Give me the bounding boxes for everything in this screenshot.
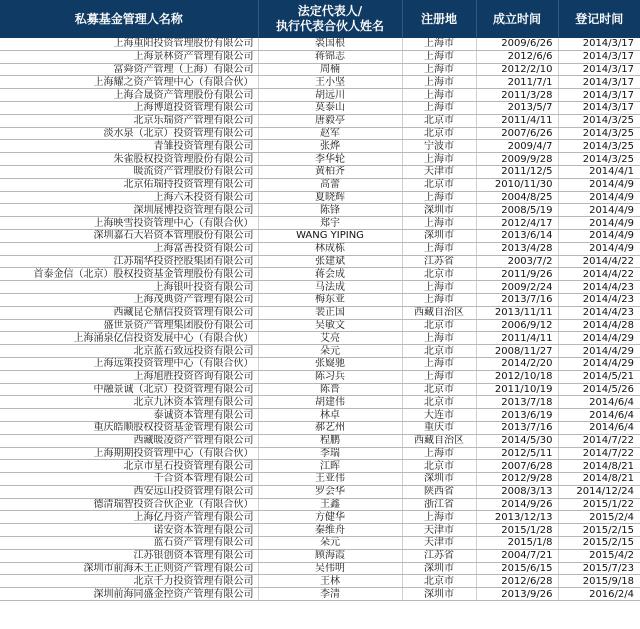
cell-registration-date: 2014/8/21 (558, 473, 640, 486)
cell-representative: 裴正国 (258, 306, 402, 319)
cell-representative: 吴敏文 (258, 319, 402, 332)
cell-established-date: 2013/6/19 (476, 409, 558, 422)
header-registered-place: 注册地 (402, 0, 476, 38)
cell-established-date: 2011/3/28 (476, 89, 558, 102)
cell-registration-date: 2014/3/17 (558, 38, 640, 50)
table-row (0, 191, 640, 204)
table-row (0, 562, 640, 575)
cell-registered-place: 上海市 (402, 76, 476, 89)
cell-established-date: 2003/7/2 (476, 255, 558, 268)
cell-established-date: 2011/12/5 (476, 165, 558, 178)
cell-registration-date: 2014/4/9 (558, 191, 640, 204)
cell-fund-name: 泰诚资本管理有限公司 (0, 409, 258, 422)
cell-established-date: 2012/10/18 (476, 370, 558, 383)
cell-fund-name: 上海银叶投资有限公司 (0, 281, 258, 294)
cell-representative: 马法成 (258, 281, 402, 294)
table-row (0, 101, 640, 114)
cell-representative: 顾海霞 (258, 549, 402, 562)
cell-registration-date: 2014/6/4 (558, 421, 640, 434)
cell-fund-name: 上海耀之资产管理中心（有限合伙） (0, 76, 258, 89)
cell-established-date: 2014/2/20 (476, 357, 558, 370)
cell-registered-place: 江苏省 (402, 549, 476, 562)
cell-fund-name: 江苏银创资本管理有限公司 (0, 549, 258, 562)
table-row (0, 114, 640, 127)
table-row (0, 153, 640, 166)
cell-established-date: 2015/1/28 (476, 524, 558, 537)
cell-representative: 唐毅亭 (258, 114, 402, 127)
cell-established-date: 2013/9/26 (476, 588, 558, 601)
table-row (0, 332, 640, 345)
cell-representative: 莫泰山 (258, 101, 402, 114)
cell-registered-place: 上海市 (402, 357, 476, 370)
table-row (0, 485, 640, 498)
table-row (0, 473, 640, 486)
cell-registered-place: 北京市 (402, 268, 476, 281)
cell-registered-place: 深圳市 (402, 473, 476, 486)
cell-representative: 裘国根 (258, 38, 402, 50)
table-row (0, 588, 640, 601)
cell-representative: 胡建伟 (258, 396, 402, 409)
cell-registered-place: 上海市 (402, 332, 476, 345)
cell-fund-name: 江苏瑞华投资控股集团有限公司 (0, 255, 258, 268)
cell-registered-place: 北京市 (402, 460, 476, 473)
cell-registered-place: 天津市 (402, 165, 476, 178)
cell-fund-name: 上海富善投资有限公司 (0, 242, 258, 255)
cell-fund-name: 北京市星石投资管理有限公司 (0, 460, 258, 473)
cell-representative: 胡远川 (258, 89, 402, 102)
cell-registered-place: 北京市 (402, 319, 476, 332)
cell-fund-name: 青雏投资管理有限公司 (0, 140, 258, 153)
cell-registered-place: 北京市 (402, 345, 476, 358)
cell-fund-name: 深圳嘉石大岩资本管理股份有限公司 (0, 229, 258, 242)
table-row (0, 370, 640, 383)
cell-established-date: 2009/6/26 (476, 38, 558, 50)
cell-registration-date: 2015/1/22 (558, 498, 640, 511)
table-row (0, 242, 640, 255)
table-row (0, 421, 640, 434)
cell-registered-place: 上海市 (402, 153, 476, 166)
cell-registration-date: 2014/4/1 (558, 165, 640, 178)
cell-registered-place: 上海市 (402, 217, 476, 230)
cell-established-date: 2014/9/26 (476, 498, 558, 511)
header-registration-date: 登记时间 (558, 0, 640, 38)
cell-registered-place: 深圳市 (402, 562, 476, 575)
cell-registration-date: 2014/7/22 (558, 447, 640, 460)
cell-representative: 陈习兵 (258, 370, 402, 383)
cell-registration-date: 2015/2/4 (558, 511, 640, 524)
cell-established-date: 2013/7/16 (476, 293, 558, 306)
cell-fund-name: 北京九沐资本管理有限公司 (0, 396, 258, 409)
cell-registered-place: 北京市 (402, 127, 476, 140)
cell-representative: 郑宇 (258, 217, 402, 230)
cell-representative: 王小坚 (258, 76, 402, 89)
cell-registered-place: 西藏自治区 (402, 434, 476, 447)
cell-representative: 王亚伟 (258, 473, 402, 486)
table-row (0, 178, 640, 191)
cell-established-date: 2013/11/11 (476, 306, 558, 319)
cell-representative: 蒋锦志 (258, 50, 402, 63)
cell-established-date: 2015/1/8 (476, 537, 558, 550)
cell-registration-date: 2014/3/25 (558, 114, 640, 127)
cell-registration-date: 2015/4/2 (558, 549, 640, 562)
cell-registration-date: 2014/4/23 (558, 293, 640, 306)
header-rep-line2: 执行代表合伙人姓名 (275, 19, 384, 33)
cell-registration-date: 2014/4/22 (558, 268, 640, 281)
cell-established-date: 2009/4/7 (476, 140, 558, 153)
cell-fund-name: 西藏暖凌资产管理有限公司 (0, 434, 258, 447)
cell-established-date: 2013/12/13 (476, 511, 558, 524)
cell-established-date: 2012/6/6 (476, 50, 558, 63)
table-body (0, 38, 640, 601)
cell-registered-place: 北京市 (402, 114, 476, 127)
cell-established-date: 2013/7/18 (476, 396, 558, 409)
table-row (0, 293, 640, 306)
cell-registration-date: 2014/3/25 (558, 140, 640, 153)
cell-established-date: 2009/9/28 (476, 153, 558, 166)
cell-registration-date: 2014/4/23 (558, 281, 640, 294)
cell-fund-name: 北京千力投资管理有限公司 (0, 575, 258, 588)
header-representative (258, 0, 402, 38)
cell-established-date: 2004/8/25 (476, 191, 558, 204)
cell-representative: 梅东亚 (258, 293, 402, 306)
cell-representative: 秦维舟 (258, 524, 402, 537)
cell-registration-date: 2014/4/9 (558, 229, 640, 242)
cell-registration-date: 2014/4/9 (558, 217, 640, 230)
cell-registration-date: 2015/9/18 (558, 575, 640, 588)
cell-fund-name: 淡水泉（北京）投资管理有限公司 (0, 127, 258, 140)
cell-registered-place: 宁波市 (402, 140, 476, 153)
table-row (0, 38, 640, 50)
cell-established-date: 2010/11/30 (476, 178, 558, 191)
cell-established-date: 2012/2/10 (476, 63, 558, 76)
table-row (0, 319, 640, 332)
cell-established-date: 2011/4/11 (476, 332, 558, 345)
cell-registered-place: 深圳市 (402, 229, 476, 242)
cell-fund-name: 北京蓝石致远投资有限公司 (0, 345, 258, 358)
cell-fund-name: 上海旭胜投资咨询有限公司 (0, 370, 258, 383)
cell-established-date: 2007/6/28 (476, 460, 558, 473)
cell-representative: 程鹏 (258, 434, 402, 447)
cell-established-date: 2004/7/21 (476, 549, 558, 562)
cell-fund-name: 西安远山投资管理有限公司 (0, 485, 258, 498)
cell-representative: 林成栋 (258, 242, 402, 255)
cell-registration-date: 2014/4/22 (558, 255, 640, 268)
table-row (0, 50, 640, 63)
cell-representative: 李清 (258, 588, 402, 601)
cell-fund-name: 北京乐瑞资产管理有限公司 (0, 114, 258, 127)
cell-representative: 朵元 (258, 537, 402, 550)
cell-established-date: 2011/9/26 (476, 268, 558, 281)
cell-fund-name: 暖流资产管理股份有限公司 (0, 165, 258, 178)
cell-registration-date: 2014/4/23 (558, 306, 640, 319)
cell-fund-name: 深圳市前海禾王正则资产管理有限公司 (0, 562, 258, 575)
cell-fund-name: 重庆皓顺股权投资基金管理有限公司 (0, 421, 258, 434)
cell-registered-place: 上海市 (402, 38, 476, 50)
cell-established-date: 2008/11/27 (476, 345, 558, 358)
cell-representative: 王林 (258, 575, 402, 588)
cell-fund-name: 上海亿丹资产管理有限公司 (0, 511, 258, 524)
cell-registered-place: 北京市 (402, 396, 476, 409)
cell-fund-name: 上海远策投资管理中心（有限合伙） (0, 357, 258, 370)
cell-representative: 李瑞 (258, 447, 402, 460)
cell-representative: 夏晓辉 (258, 191, 402, 204)
cell-registered-place: 上海市 (402, 63, 476, 76)
cell-fund-name: 朱雀股权投资管理股份有限公司 (0, 153, 258, 166)
cell-representative: WANG YIPING (258, 229, 402, 242)
cell-representative: 周楠 (258, 63, 402, 76)
table-row (0, 89, 640, 102)
cell-established-date: 2006/9/12 (476, 319, 558, 332)
header-name: 私募基金管理人名称 (0, 0, 258, 38)
cell-registration-date: 2014/4/29 (558, 345, 640, 358)
cell-registration-date: 2014/5/26 (558, 383, 640, 396)
cell-established-date: 2012/6/28 (476, 575, 558, 588)
table-row (0, 409, 640, 422)
cell-registration-date: 2014/4/9 (558, 204, 640, 217)
cell-fund-name: 上海合晟资产管理股份有限公司 (0, 89, 258, 102)
cell-registration-date: 2016/2/4 (558, 588, 640, 601)
cell-registered-place: 北京市 (402, 575, 476, 588)
cell-fund-name: 首泰金信（北京）股权投资基金管理股份有限公司 (0, 268, 258, 281)
cell-registered-place: 江苏省 (402, 255, 476, 268)
cell-registered-place: 深圳市 (402, 204, 476, 217)
cell-registration-date: 2014/3/17 (558, 89, 640, 102)
cell-registration-date: 2014/4/9 (558, 178, 640, 191)
cell-fund-name: 上海景林资产管理有限公司 (0, 50, 258, 63)
cell-registered-place: 上海市 (402, 50, 476, 63)
cell-fund-name: 上海期期投资管理中心（有限合伙） (0, 447, 258, 460)
cell-registered-place: 上海市 (402, 447, 476, 460)
cell-fund-name: 上海映雪投资管理中心（有限合伙） (0, 217, 258, 230)
cell-registration-date: 2014/4/28 (558, 319, 640, 332)
cell-registered-place: 上海市 (402, 242, 476, 255)
cell-established-date: 2008/3/13 (476, 485, 558, 498)
cell-representative: 黄柏齐 (258, 165, 402, 178)
cell-representative: 张建斌 (258, 255, 402, 268)
cell-fund-name: 深圳前海同盛金控资产管理有限公司 (0, 588, 258, 601)
cell-fund-name: 上海博道投资管理有限公司 (0, 101, 258, 114)
cell-registered-place: 上海市 (402, 89, 476, 102)
cell-registration-date: 2014/5/21 (558, 370, 640, 383)
table-row (0, 549, 640, 562)
table-row (0, 140, 640, 153)
cell-registration-date: 2014/7/22 (558, 434, 640, 447)
table-row (0, 281, 640, 294)
cell-registration-date: 2014/3/17 (558, 76, 640, 89)
cell-established-date: 2012/9/28 (476, 473, 558, 486)
cell-registered-place: 上海市 (402, 281, 476, 294)
table-row (0, 63, 640, 76)
cell-registration-date: 2014/6/4 (558, 396, 640, 409)
table-row (0, 537, 640, 550)
cell-registration-date: 2014/8/21 (558, 460, 640, 473)
table-row (0, 357, 640, 370)
cell-registered-place: 浙江省 (402, 498, 476, 511)
table-row (0, 575, 640, 588)
cell-fund-name: 德清瑞智投资合伙企业（有限合伙） (0, 498, 258, 511)
cell-registered-place: 上海市 (402, 511, 476, 524)
cell-established-date: 2013/6/14 (476, 229, 558, 242)
cell-fund-name: 上海六禾投资有限公司 (0, 191, 258, 204)
cell-registration-date: 2014/4/29 (558, 357, 640, 370)
cell-registered-place: 北京市 (402, 178, 476, 191)
cell-representative: 方健华 (258, 511, 402, 524)
cell-representative: 罗会华 (258, 485, 402, 498)
cell-registration-date: 2015/2/15 (558, 537, 640, 550)
cell-registration-date: 2015/2/15 (558, 524, 640, 537)
cell-representative: 艾亮 (258, 332, 402, 345)
cell-representative: 高蕾 (258, 178, 402, 191)
cell-representative: 张烨 (258, 140, 402, 153)
table-row (0, 306, 640, 319)
cell-established-date: 2011/7/1 (476, 76, 558, 89)
cell-registration-date: 2014/6/4 (558, 409, 640, 422)
cell-established-date: 2012/5/11 (476, 447, 558, 460)
cell-registered-place: 天津市 (402, 524, 476, 537)
table-row (0, 255, 640, 268)
cell-established-date: 2007/6/26 (476, 127, 558, 140)
cell-registration-date: 2014/3/17 (558, 101, 640, 114)
cell-fund-name: 上海涌泉亿信投资发展中心（有限合伙） (0, 332, 258, 345)
cell-representative: 李华轮 (258, 153, 402, 166)
cell-registration-date: 2014/4/9 (558, 242, 640, 255)
cell-established-date: 2011/10/19 (476, 383, 558, 396)
table-row (0, 524, 640, 537)
cell-established-date: 2012/4/17 (476, 217, 558, 230)
header-established-date: 成立时间 (476, 0, 558, 38)
table-row (0, 165, 640, 178)
cell-registration-date: 2014/3/17 (558, 63, 640, 76)
cell-fund-name: 深圳展博投资管理有限公司 (0, 204, 258, 217)
table-row (0, 229, 640, 242)
cell-representative: 赵军 (258, 127, 402, 140)
table-row (0, 511, 640, 524)
cell-established-date: 2013/4/28 (476, 242, 558, 255)
table-header-row (0, 0, 640, 38)
table-row (0, 76, 640, 89)
cell-fund-name: 蓝石资产管理有限公司 (0, 537, 258, 550)
cell-representative: 陈晋 (258, 383, 402, 396)
cell-registration-date: 2014/12/24 (558, 485, 640, 498)
table-row (0, 498, 640, 511)
cell-registered-place: 北京市 (402, 383, 476, 396)
cell-representative: 陈锋 (258, 204, 402, 217)
cell-established-date: 2015/6/15 (476, 562, 558, 575)
cell-registered-place: 陕西省 (402, 485, 476, 498)
table-row (0, 217, 640, 230)
table-row (0, 345, 640, 358)
cell-fund-name: 千合资本管理有限公司 (0, 473, 258, 486)
cell-fund-name: 上海重阳投资管理股份有限公司 (0, 38, 258, 50)
cell-fund-name: 中融景诚（北京）投资管理有限公司 (0, 383, 258, 396)
cell-registered-place: 上海市 (402, 293, 476, 306)
table-row (0, 127, 640, 140)
table-row (0, 447, 640, 460)
cell-fund-name: 北京佑瑞持投资管理有限公司 (0, 178, 258, 191)
cell-representative: 吴伟明 (258, 562, 402, 575)
cell-fund-name: 诺安资本管理有限公司 (0, 524, 258, 537)
cell-registration-date: 2014/3/25 (558, 153, 640, 166)
cell-fund-name: 富舜资产管理（上海）有限公司 (0, 63, 258, 76)
cell-established-date: 2009/2/24 (476, 281, 558, 294)
cell-representative: 郝艺州 (258, 421, 402, 434)
cell-registration-date: 2014/3/17 (558, 50, 640, 63)
cell-established-date: 2013/5/7 (476, 101, 558, 114)
cell-registered-place: 上海市 (402, 191, 476, 204)
table-row (0, 460, 640, 473)
cell-registered-place: 上海市 (402, 370, 476, 383)
header-rep-line1: 法定代表人/ (297, 4, 363, 18)
cell-established-date: 2014/5/30 (476, 434, 558, 447)
cell-registered-place: 深圳市 (402, 588, 476, 601)
cell-registration-date: 2015/7/23 (558, 562, 640, 575)
cell-registered-place: 天津市 (402, 537, 476, 550)
table-row (0, 268, 640, 281)
cell-registered-place: 大连市 (402, 409, 476, 422)
cell-established-date: 2013/7/16 (476, 421, 558, 434)
cell-registered-place: 上海市 (402, 101, 476, 114)
cell-registered-place: 重庆市 (402, 421, 476, 434)
table-row (0, 204, 640, 217)
table-row (0, 434, 640, 447)
cell-representative: 朵元 (258, 345, 402, 358)
table-row (0, 396, 640, 409)
cell-representative: 张嶷驰 (258, 357, 402, 370)
cell-registration-date: 2014/3/25 (558, 127, 640, 140)
cell-representative: 王鑫 (258, 498, 402, 511)
cell-representative: 蒋会成 (258, 268, 402, 281)
cell-representative: 林卓 (258, 409, 402, 422)
cell-registered-place: 西藏自治区 (402, 306, 476, 319)
cell-fund-name: 盛世景资产管理集团股份有限公司 (0, 319, 258, 332)
cell-established-date: 2008/5/19 (476, 204, 558, 217)
cell-established-date: 2011/4/11 (476, 114, 558, 127)
table-row (0, 383, 640, 396)
cell-representative: 江晖 (258, 460, 402, 473)
cell-fund-name: 上海茂典资产管理有限公司 (0, 293, 258, 306)
cell-registration-date: 2014/4/29 (558, 332, 640, 345)
cell-fund-name: 西藏昆仑鼎信投资管理有限公司 (0, 306, 258, 319)
